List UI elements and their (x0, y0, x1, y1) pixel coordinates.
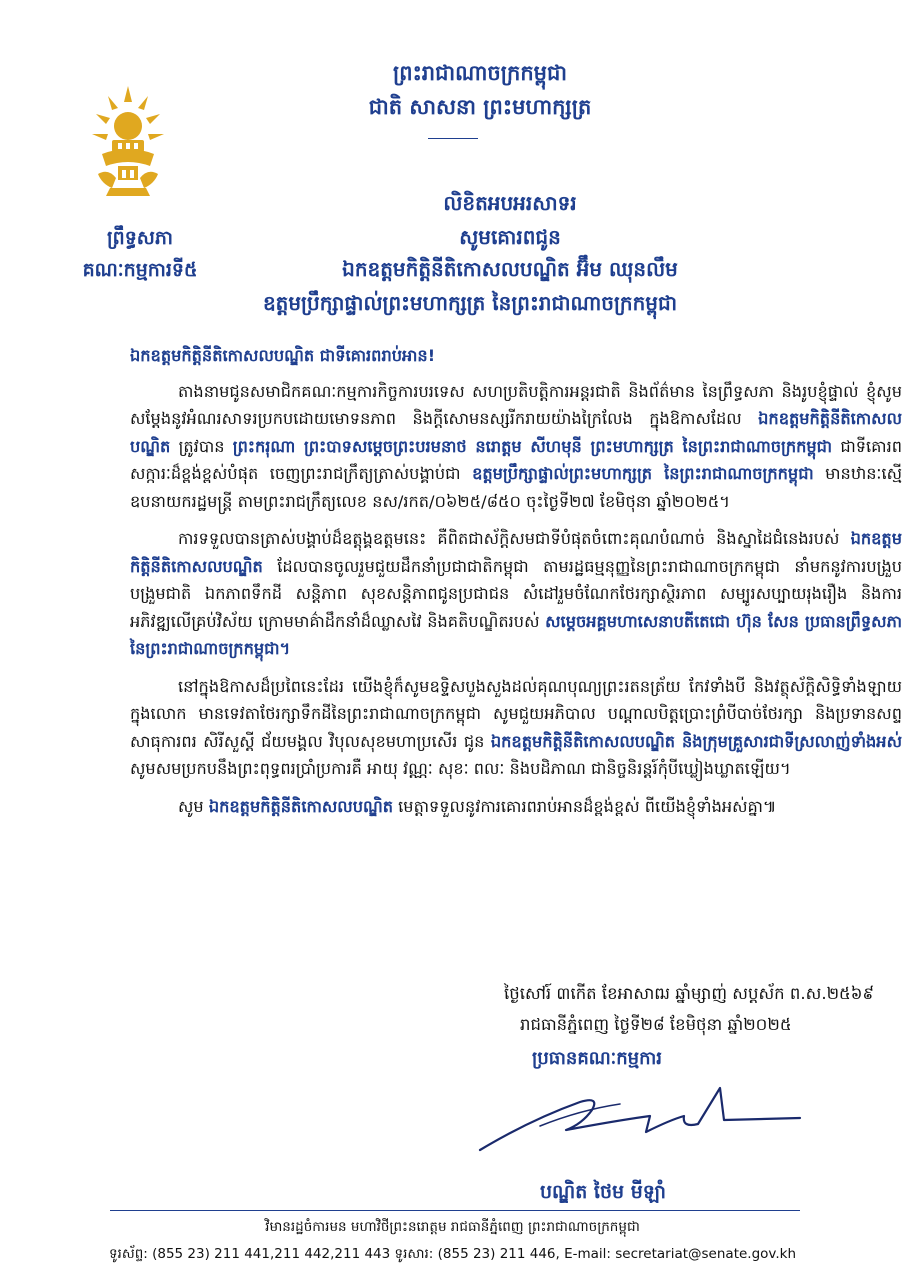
place-and-date: រាជធានីភ្នំពេញ ថ្ងៃទី២៨ ខែមិថុនា ឆ្នាំ២០២៥ (520, 1015, 792, 1034)
signer-name: បណ្ឌិត ថៃម មីឡាំ (540, 1181, 666, 1203)
text-span: ការទទួលបានត្រាស់បង្គាប់ដ៏ឧត្តុង្គឧត្តមនេះ គឺពិតជាស័ក្តិសមជាទីបំផុតចំពោះគុណបំណាច់ និងស្នាដៃជំនេងរបស់ (178, 529, 851, 548)
text-span: ត្រូវបាន (170, 436, 233, 456)
paragraph-3 (130, 673, 902, 783)
footer-address: វិមានរដ្ឋចំការមន មហាវិថីព្រះនរោត្តម រាជធានីភ្នំពេញ ព្រះរាជាណាចក្រកម្ពុជា (265, 1219, 640, 1235)
header-divider (428, 138, 478, 139)
national-motto: ជាតិ សាសនា ព្រះមហាក្សត្រ (368, 94, 592, 119)
text-span: នៅក្នុងឱកាសដ៏ប្រពៃនេះដែរ យើងខ្ញុំក៏សូមឧទ្ទិសបួងសួងដល់គុណបុណ្យព្រះរតនត្រ័យ កែវទាំងបី និងវត្ថុស័ក្តិសិទ្ធិទាំងឡាយក្នុងលោក មានទេវតាថែរក្សាទឹកដីនៃព្រះរាជាណាចក្រកម្ពុជា សូមជួយអភិបាល បណ្តាលបិត្តប្រោះព្រំបីបាច់ថែរក្សា និងប្រទានសព្ទសាធុការពរ សិរីសួស្តី ជ័យមង្គល វិបុលសុខមហាប្រសើរ ជូន (130, 676, 902, 751)
letter-title: លិខិតអបអរសាទរ (443, 191, 577, 215)
salutation: ឯកឧត្តមកិត្តិនីតិកោសលបណ្ឌិត ជាទីគោរពរាប់អាន! (130, 346, 436, 365)
text-span: មានឋានៈស្មើឧបនាយករដ្ឋមន្ត្រី តាមព្រះរាជក្រឹត្យលេខ នស/រកត/០៦២៥/៨៥០ ចុះថ្ងៃទី២៧ ខែមិថុនា ឆ្នាំ២០២៥។ (130, 464, 903, 511)
text-span: ជាទីគោរពសក្ការៈដ៏ខ្ពង់ខ្ពស់បំផុត ចេញព្រះរាជក្រឹត្យត្រាស់បង្គាប់ជា (130, 436, 902, 483)
handwritten-signature (470, 1080, 810, 1160)
text-span: ដែលបានចូលរួមជួយដឹកនាំប្រជាជាតិកម្ពុជា តាមរដ្ឋធម្មនុញ្ញនៃព្រះរាជាណាចក្រកម្ពុជា នាំមកនូវការបង្រួបបង្រួមជាតិ ឯកភាពទឹកដី សន្តិភាព សុខសន្តិភាពជូនប្រជាជន សំដៅរួមចំណែកថែរក្សាស្ថិរភាព សម្បូរសប្បាយរុងរឿង និងការអភិវឌ្ឍលើគ្រប់វិស័យ ក្រោមមាគ៌ាដឹកនាំដ៏ឈ្លាសវៃ និងគតិបណ្ឌិតរបស់ (130, 556, 902, 631)
bold-span: ឯកឧត្តមកិត្តិនីតិកោសលបណ្ឌិត (130, 529, 902, 576)
organization-name: ព្រឹទ្ធសភា (107, 227, 173, 249)
bold-span: ឧត្តមប្រឹក្សាផ្ទាល់ព្រះមហាក្សត្រ នៃព្រះរាជាណាចក្រកម្ពុជា (472, 464, 814, 483)
letter-body (130, 342, 902, 830)
footer-contact: ទូរស័ព្ទ: (855 23) 211 441,211 442,211 443 ទូរសារ: (855 23) 211 446, E-mail: secretariat@senate.gov.kh (108, 1246, 797, 1262)
bold-span: ឯកឧត្តមកិត្តិនីតិកោសលបណ្ឌិត (208, 796, 394, 816)
addressee-intro: សូមគោរពជូន (459, 225, 561, 249)
kingdom-heading: ព្រះរាជាណាចក្រកម្ពុជា (392, 60, 567, 85)
paragraph-4 (130, 793, 902, 821)
text-span: មេត្តាទទួលនូវការគោរពរាប់អានដ៏ខ្ពង់ខ្ពស់ ពីយើងខ្ញុំទាំងអស់គ្នា៕ (393, 796, 777, 816)
paragraph-2 (130, 525, 902, 663)
text-span: សូមសមប្រកបនឹងព្រះពុទ្ធពរប្រាំប្រការគឺ អាយុ វណ្ណៈ សុខៈ ពលៈ និងបដិភាណ ជានិច្ចនិរន្តរ៍កុំបីឃ្លៀងឃ្លាតឡើយ។ (130, 759, 791, 778)
text-span: សូម (178, 796, 209, 816)
bold-span: ឯកឧត្តមកិត្តិនីតិកោសលបណ្ឌិត (130, 409, 902, 456)
bold-span: ព្រះករុណា ព្រះបាទសម្តេចព្រះបរមនាថ នរោត្តម សីហមុនី ព្រះមហាក្សត្រ នៃព្រះរាជាណាចក្រកម្ពុជា (232, 436, 833, 456)
addressee-name: ឯកឧត្តមកិត្តិនីតិកោសលបណ្ឌិត អ៊ឹម ឈុនលឹម (342, 257, 678, 281)
footer-divider (110, 1210, 800, 1211)
lunar-date: ថ្ងៃសៅរ៍ ៣កើត ខែអាសាឍ ឆ្នាំម្សាញ់ សប្តស័ក ព.ស.២៥៦៩ (504, 984, 875, 1003)
senate-emblem-icon (88, 82, 168, 200)
bold-span: សម្តេចអគ្គមហាសេនាបតីតេជោ ហ៊ុន សែន ប្រធានព្រឹទ្ធសភា នៃព្រះរាជាណាចក្រកម្ពុជា។ (130, 611, 902, 658)
signer-position: ប្រធានគណៈកម្មការ (532, 1048, 662, 1069)
text-span: តាងនាមជូនសមាជិកគណៈកម្មការកិច្ចការបរទេស សហប្រតិបត្តិការអន្តរជាតិ និងព័ត៌មាន នៃព្រឹទ្ធសភា និងរូបខ្ញុំផ្ទាល់ ខ្ញុំសូមសម្តែងនូវអំណរសាទរប្រកបដោយមោទនភាព និងក្តីសោមនស្សរីករាយយ៉ាងក្រៃលែង ក្នុងឱកាសដែល (130, 381, 902, 428)
bold-span: ឯកឧត្តមកិត្តិនីតិកោសលបណ្ឌិត និងក្រុមគ្រួសារជាទីស្រលាញ់ទាំងអស់ (490, 731, 902, 751)
committee-name: គណៈកម្មការទី៥ (82, 259, 198, 281)
paragraph-1 (130, 378, 902, 516)
addressee-position: ឧត្តមប្រឹក្សាផ្ទាល់ព្រះមហាក្សត្រ នៃព្រះរាជាណាចក្រកម្ពុជា (262, 291, 678, 315)
